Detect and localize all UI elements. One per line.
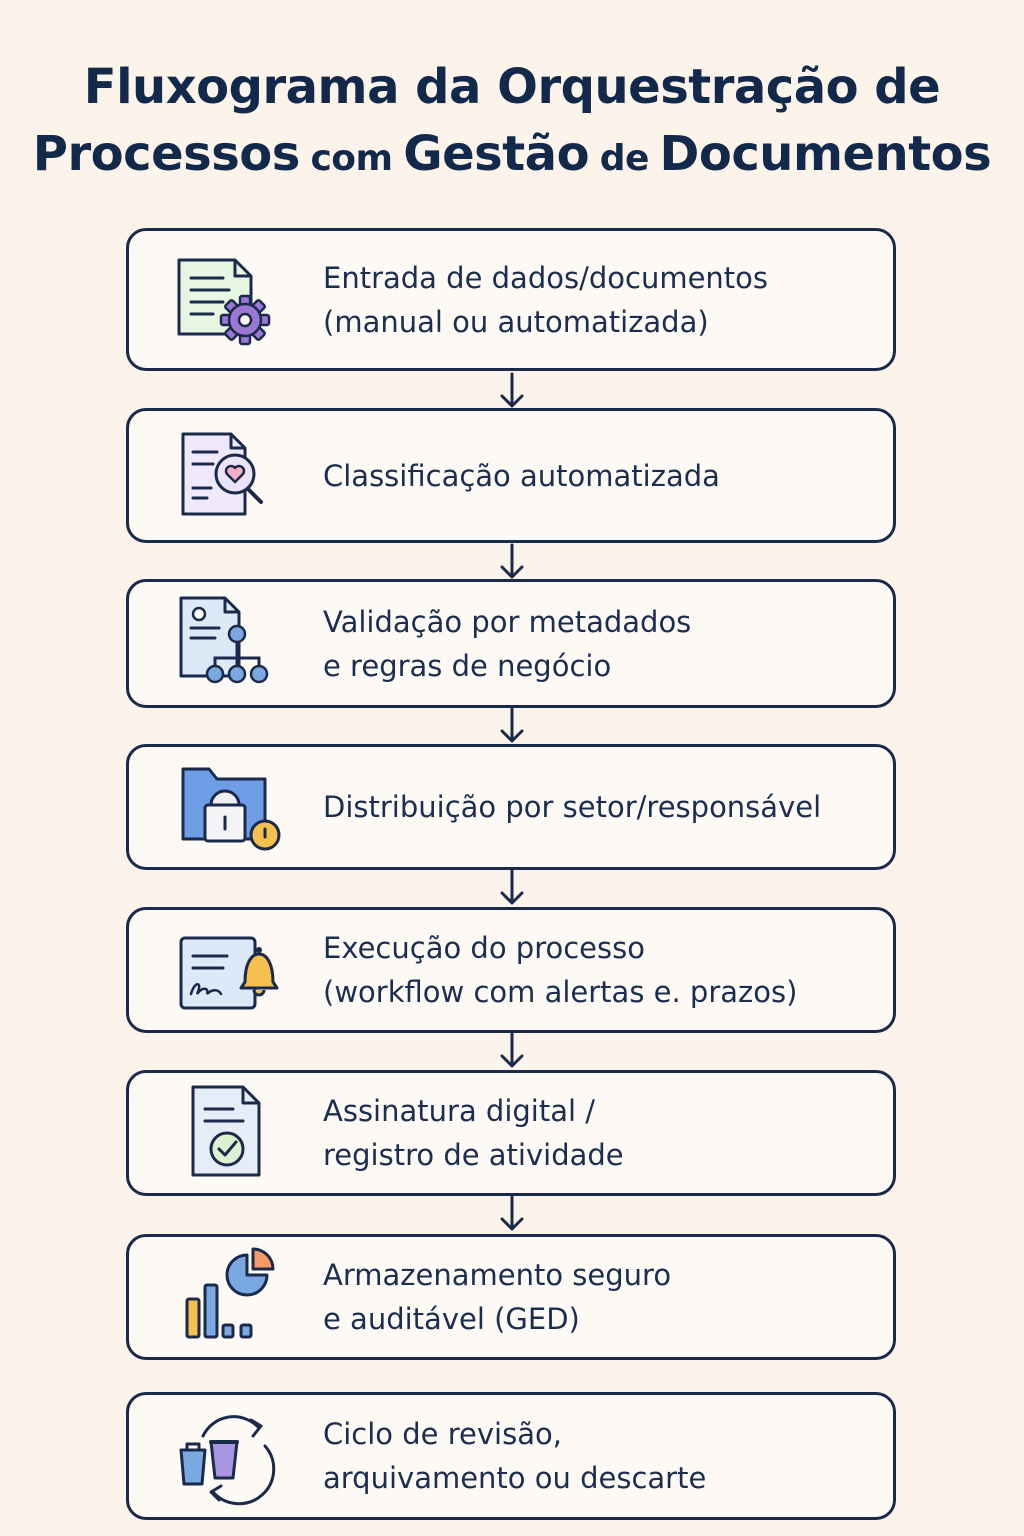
- title-word-com: com: [310, 138, 393, 179]
- document-gear-icon: [173, 250, 283, 350]
- step-label-line-2: (workflow com alertas e. prazos): [323, 975, 798, 1009]
- step-label: [323, 600, 873, 688]
- step-label-line-1: Armazenamento seguro: [323, 1258, 672, 1292]
- step-label: [323, 1412, 873, 1500]
- arrow-down-icon: [498, 869, 526, 907]
- folder-lock-clock-icon: [173, 757, 283, 857]
- title-word-documentos: Documentos: [659, 126, 992, 182]
- step-label: [323, 1089, 873, 1177]
- step-label: [323, 256, 873, 344]
- step-signature: [126, 1070, 896, 1196]
- step-classification: [126, 408, 896, 543]
- step-label: [323, 1253, 873, 1341]
- title-word-processos: Processos: [32, 126, 300, 182]
- step-label-line-1: Execução do processo: [323, 931, 645, 965]
- step-execution: [126, 907, 896, 1033]
- step-review-cycle: [126, 1392, 896, 1520]
- step-label-line-2: e auditável (GED): [323, 1302, 580, 1336]
- step-label-line-1: Validação por metadados: [323, 604, 692, 639]
- page-title: [0, 56, 1024, 190]
- step-label: [323, 454, 873, 498]
- document-signature-bell-icon: [173, 920, 283, 1020]
- arrow-down-icon: [498, 707, 526, 745]
- document-check-icon: [173, 1083, 283, 1183]
- step-label-line-1: Ciclo de revisão,: [323, 1417, 562, 1451]
- arrow-down-icon: [498, 372, 526, 410]
- step-label-line-2: e regras de negócio: [323, 648, 612, 683]
- step-storage: [126, 1234, 896, 1360]
- step-label-line-2: (manual ou automatizada): [323, 304, 709, 339]
- step-label-line-2: arquivamento ou descarte: [323, 1461, 707, 1495]
- step-label: [323, 926, 873, 1014]
- step-label-line-1: Assinatura digital /: [323, 1094, 596, 1128]
- step-label-line-1: Entrada de dados/documentos: [323, 260, 769, 295]
- step-data-entry: [126, 228, 896, 371]
- arrow-down-icon: [498, 1032, 526, 1070]
- step-validation: [126, 579, 896, 708]
- step-label-line-2: registro de atividade: [323, 1138, 624, 1172]
- arrow-down-icon: [498, 543, 526, 581]
- recycle-cycle-icon: [173, 1406, 283, 1506]
- step-label-line-1: Classificação automatizada: [323, 458, 720, 493]
- bar-pie-chart-icon: [173, 1247, 283, 1347]
- step-label-line-1: Distribuição por setor/responsável: [323, 790, 822, 824]
- step-label: [323, 785, 873, 829]
- document-search-icon: [173, 426, 283, 526]
- title-word-gestao: Gestão: [403, 126, 590, 182]
- title-line-1: Fluxograma da Orquestração de: [83, 59, 941, 115]
- arrow-down-icon: [498, 1195, 526, 1233]
- title-word-de: de: [599, 138, 649, 179]
- document-hierarchy-icon: [173, 594, 283, 694]
- step-distribution: [126, 744, 896, 870]
